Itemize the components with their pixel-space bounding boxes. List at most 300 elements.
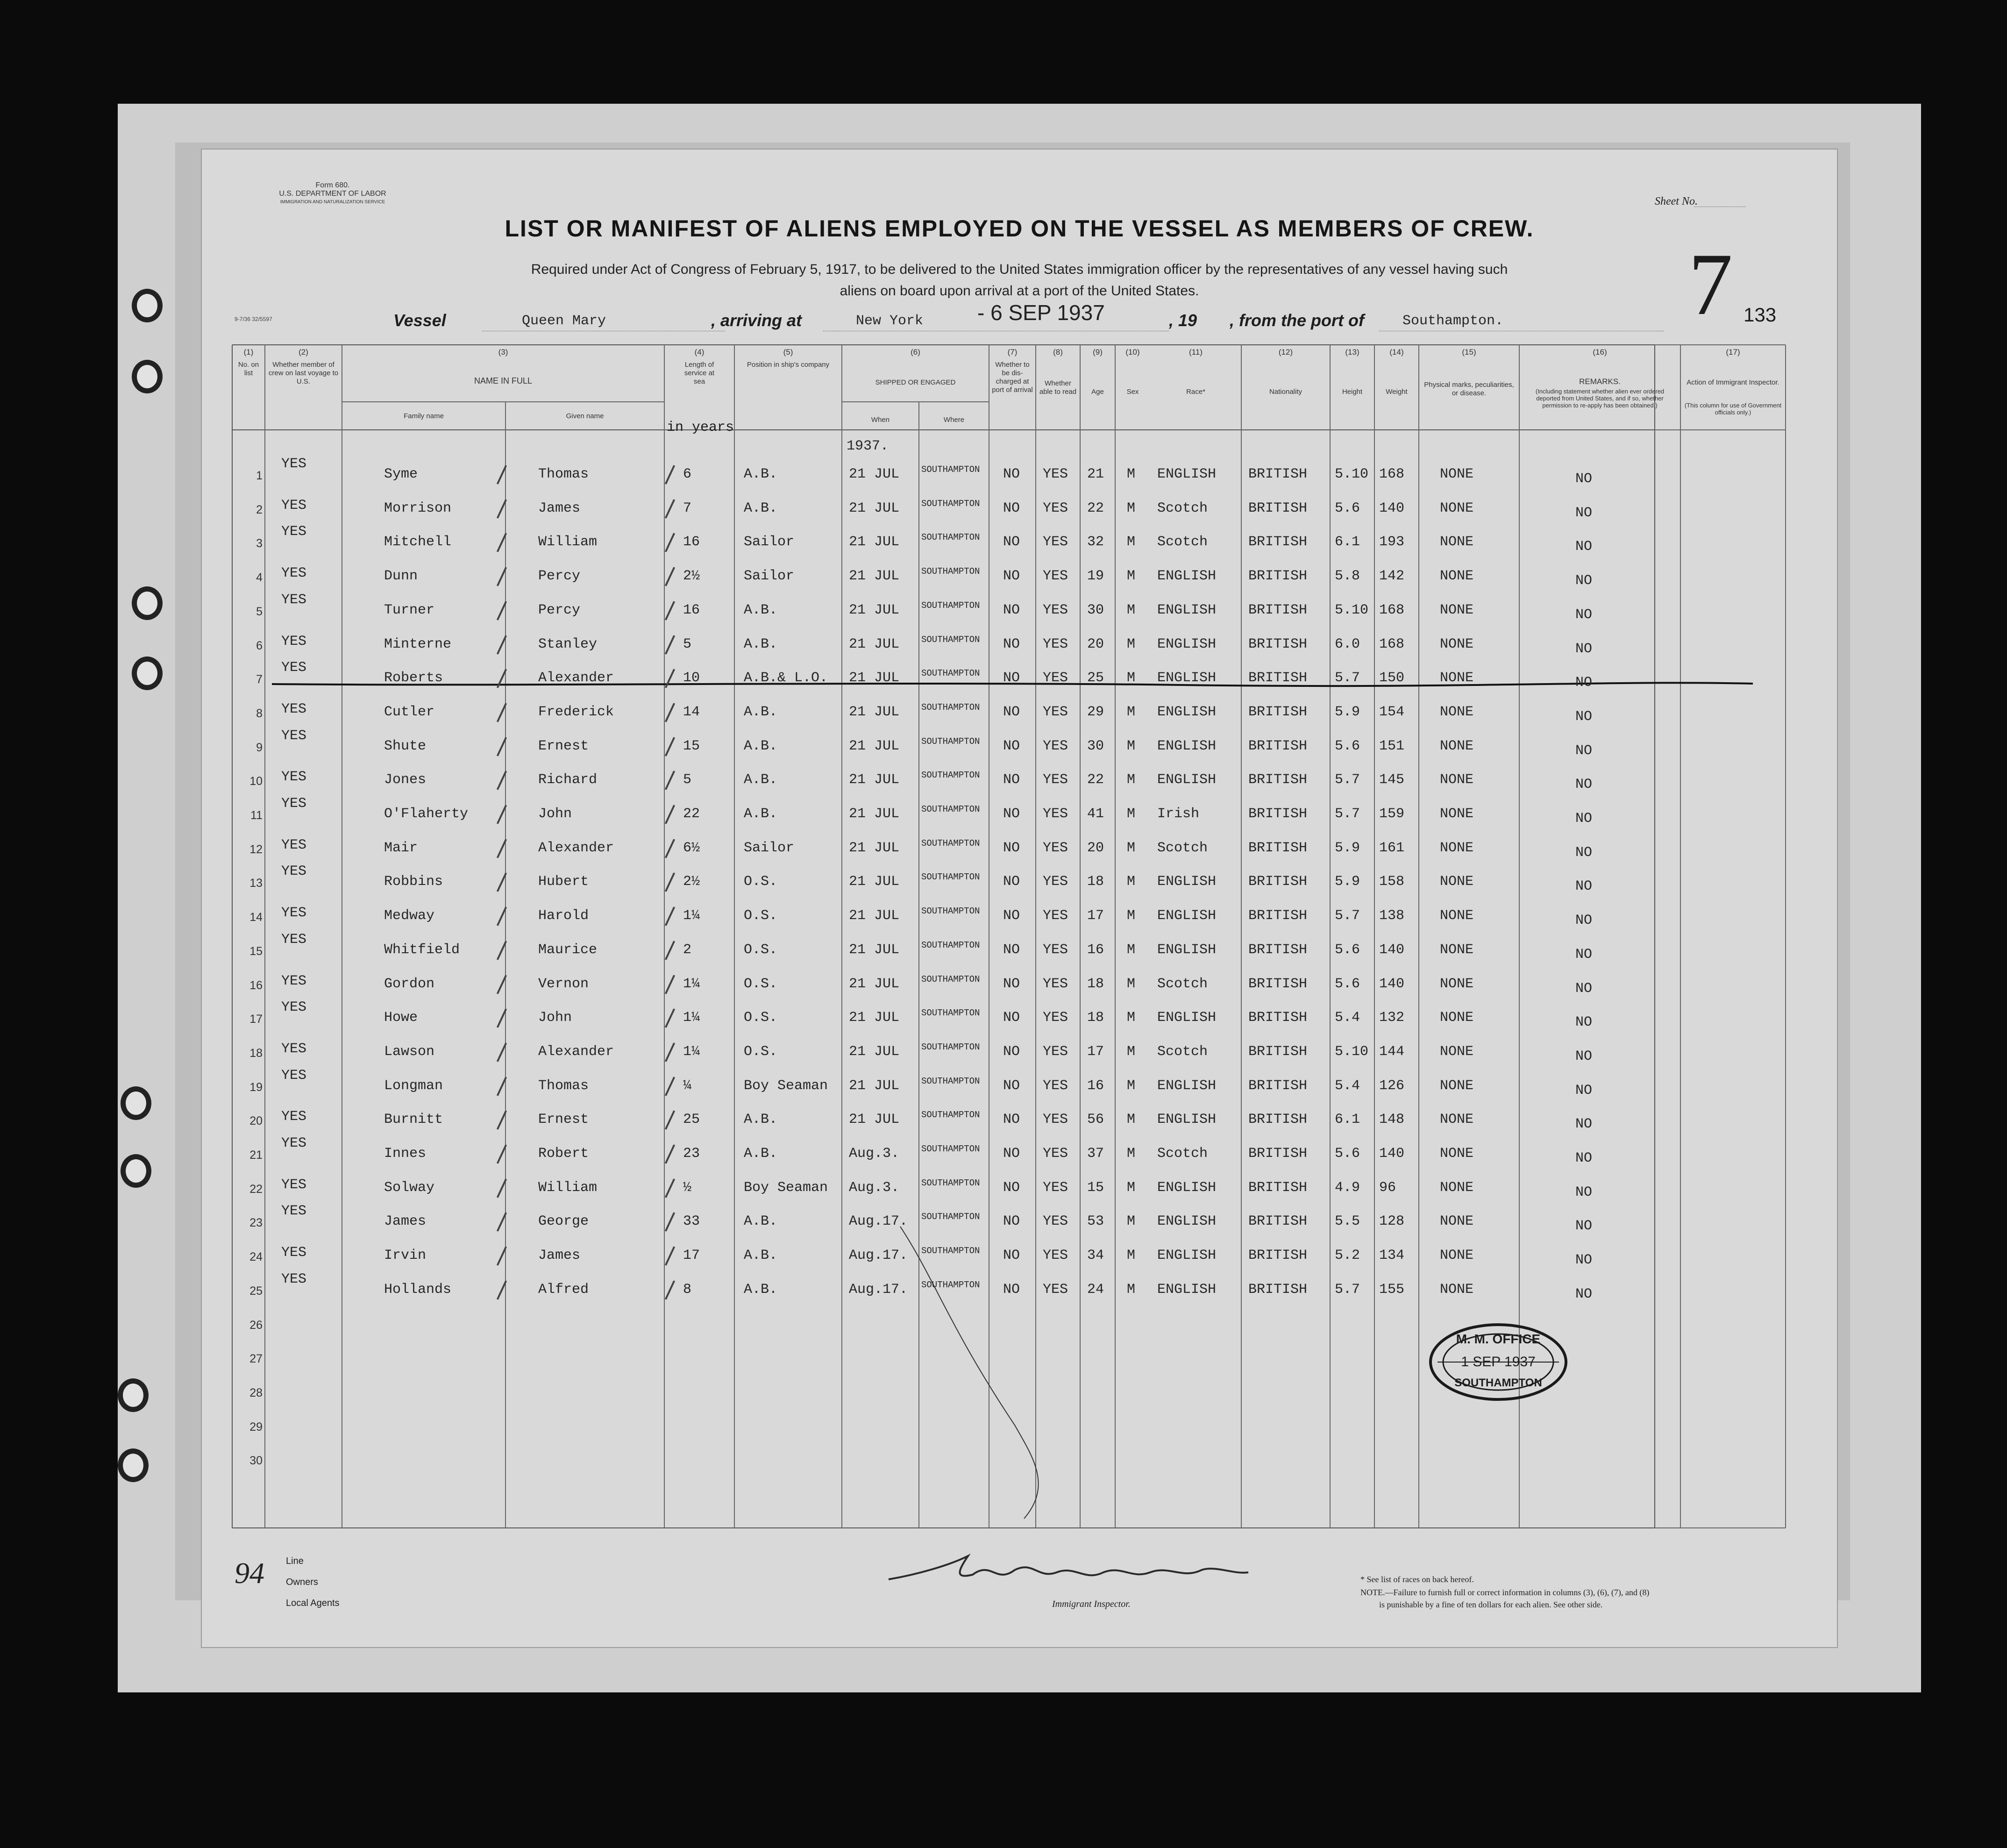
nationality: BRITISH [1248,1282,1308,1298]
inspector-label: Immigrant Inspector. [1052,1599,1131,1609]
nationality: BRITISH [1248,534,1308,550]
weight: 168 [1379,466,1405,482]
nationality: BRITISH [1248,466,1308,482]
engaged-when: 21 JUL [849,772,900,788]
ship-position: A.B. [744,1112,778,1127]
physical-marks: NONE [1440,1078,1474,1094]
table-row [202,836,1790,864]
check-tick-mark [497,839,507,858]
check-tick-mark [665,1144,675,1164]
table-row [202,1271,1790,1306]
able-to-read: YES [1043,1213,1068,1229]
given-name: Percy [538,568,581,584]
nationality: BRITISH [1248,806,1308,822]
nationality: BRITISH [1248,874,1308,890]
service-years: 23 [683,1146,700,1162]
member-last-voyage: YES [281,660,307,676]
row-number: 11 [250,809,263,822]
nationality: BRITISH [1248,908,1308,924]
able-to-read: YES [1043,840,1068,856]
row-number: 24 [249,1250,263,1263]
age: 19 [1087,568,1104,584]
row-number: 28 [249,1386,263,1399]
col-header-height: Height [1342,388,1363,396]
engaged-where: SOUTHAMPTON [921,1076,980,1086]
family-name: Irvin [384,1248,427,1263]
age: 17 [1087,908,1104,924]
to-be-discharged: NO [1003,534,1020,550]
race: ENGLISH [1157,1248,1217,1263]
col-header-name: NAME IN FULL [474,376,533,385]
binder-hole [132,360,163,393]
engaged-when: Aug.17. [849,1248,908,1263]
able-to-read: YES [1043,806,1068,822]
ship-position: O.S. [744,908,778,924]
inspector-signature [879,1547,1253,1598]
race: Scotch [1157,1044,1208,1060]
nationality: BRITISH [1248,976,1308,992]
check-tick-mark [665,1008,675,1028]
height: 6.1 [1335,534,1360,550]
race: ENGLISH [1157,1282,1217,1298]
remarks: NO [1575,1083,1593,1099]
engaged-when: 21 JUL [849,602,900,618]
engaged-where: SOUTHAMPTON [921,906,980,916]
binder-hole [118,1448,149,1482]
stamp-date: 1 SEP 1937 [1461,1354,1536,1370]
member-last-voyage: YES [281,973,307,989]
table-row [202,1108,1790,1136]
col-header-remarks-note: (Including statement whether alien ever ordered deported from United States, and if so, whether permission to re-apply has been obtained.) [1535,388,1665,409]
given-name: Harold [538,908,589,924]
sex: M [1127,466,1136,482]
height: 5.8 [1335,568,1360,584]
table-row [202,1135,1790,1170]
remarks: NO [1575,471,1593,487]
row-number: 6 [256,639,263,652]
physical-marks: NONE [1440,1213,1474,1229]
given-name: Alexander [538,1044,614,1060]
race: ENGLISH [1157,942,1217,958]
able-to-read: YES [1043,466,1068,482]
family-name: Roberts [384,670,443,686]
engaged-where: SOUTHAMPTON [921,974,980,985]
table-row [202,524,1790,558]
member-last-voyage: YES [281,1271,307,1287]
physical-marks: NONE [1440,466,1474,482]
row-number: 5 [256,605,263,618]
given-name: James [538,1248,581,1263]
physical-marks: NONE [1440,1248,1474,1263]
sex: M [1127,1112,1136,1127]
table-row [202,700,1790,728]
age: 56 [1087,1112,1104,1127]
able-to-read: YES [1043,568,1068,584]
age: 32 [1087,534,1104,550]
physical-marks: NONE [1440,738,1474,754]
height: 4.9 [1335,1180,1360,1196]
check-tick-mark [665,465,675,485]
engaged-when: 21 JUL [849,534,900,550]
footer-line-label: Line [286,1556,304,1566]
remarks: NO [1575,811,1593,827]
height: 5.2 [1335,1248,1360,1263]
engaged-where: SOUTHAMPTON [921,940,980,950]
age: 41 [1087,806,1104,822]
race: ENGLISH [1157,602,1217,618]
engaged-where: SOUTHAMPTON [921,1280,980,1290]
weight: 168 [1379,636,1405,652]
engaged-when: 21 JUL [849,1078,900,1094]
able-to-read: YES [1043,670,1068,686]
check-tick-mark [497,805,507,824]
col-num-14: (14) [1389,348,1404,357]
col-num-1: (1) [243,348,254,357]
to-be-discharged: NO [1003,840,1020,856]
stamp-bottom: SOUTHAMPTON [1454,1377,1542,1389]
nationality: BRITISH [1248,1044,1308,1060]
remarks: NO [1575,709,1593,725]
col-num-7: (7) [1007,348,1018,357]
to-be-discharged: NO [1003,738,1020,754]
engaged-where: SOUTHAMPTON [921,464,980,475]
engaged-where: SOUTHAMPTON [921,770,980,780]
remarks: NO [1575,1049,1593,1064]
table-row [202,904,1790,932]
age: 22 [1087,500,1104,516]
footer-agents-label: Local Agents [286,1598,340,1608]
service-years: 17 [683,1248,700,1263]
row-number: 17 [249,1013,263,1026]
age: 20 [1087,840,1104,856]
table-row [202,999,1790,1034]
weight: 161 [1379,840,1405,856]
to-be-discharged: NO [1003,1146,1020,1162]
able-to-read: YES [1043,1112,1068,1127]
age: 29 [1087,704,1104,720]
family-name: Burnitt [384,1112,443,1127]
physical-marks: NONE [1440,908,1474,924]
service-years: 1¼ [683,1010,700,1026]
age: 17 [1087,1044,1104,1060]
sex: M [1127,1078,1136,1094]
table-row [202,796,1790,830]
table-row [202,497,1790,525]
form-number: Form 680. [315,181,350,189]
sex: M [1127,602,1136,618]
ship-position: Sailor [744,568,795,584]
member-last-voyage: YES [281,565,307,581]
service-years: 33 [683,1213,700,1229]
member-last-voyage: YES [281,1041,307,1057]
remarks: NO [1575,607,1593,623]
engaged-when: 21 JUL [849,908,900,924]
table-row [202,1203,1790,1238]
binder-hole [118,1378,149,1412]
margin-mark: 94 [235,1556,264,1590]
able-to-read: YES [1043,976,1068,992]
row-number: 26 [249,1319,263,1332]
sex: M [1127,1044,1136,1060]
weight: 155 [1379,1282,1405,1298]
col-num-17: (17) [1726,348,1740,357]
footer-owners-label: Owners [286,1577,318,1587]
row-number: 21 [249,1149,263,1162]
table-row [202,1244,1790,1272]
physical-marks: NONE [1440,840,1474,856]
service-years: 10 [683,670,700,686]
member-last-voyage: YES [281,796,307,812]
arrival-date-stamp: - 6 SEP 1937 [977,300,1105,325]
member-last-voyage: YES [281,456,307,472]
service-years: ¼ [683,1078,692,1094]
sex: M [1127,1282,1136,1298]
physical-marks: NONE [1440,500,1474,516]
remarks: NO [1575,675,1593,691]
row-number: 15 [249,945,263,958]
able-to-read: YES [1043,534,1068,550]
physical-marks: NONE [1440,534,1474,550]
age: 34 [1087,1248,1104,1263]
physical-marks: NONE [1440,806,1474,822]
to-be-discharged: NO [1003,636,1020,652]
check-tick-mark [497,975,507,994]
engaged-where: SOUTHAMPTON [921,702,980,713]
family-name: Turner [384,602,435,618]
col-num-3: (3) [498,348,508,357]
weight: 151 [1379,738,1405,754]
given-name: Stanley [538,636,598,652]
ship-position: Sailor [744,534,795,550]
mm-office-stamp [1428,1322,1568,1402]
able-to-read: YES [1043,704,1068,720]
to-be-discharged: NO [1003,1112,1020,1127]
height: 6.0 [1335,636,1360,652]
able-to-read: YES [1043,602,1068,618]
check-tick-mark [497,465,507,485]
age: 37 [1087,1146,1104,1162]
ship-position: A.B. [744,602,778,618]
check-tick-mark [665,737,675,756]
service-years: 5 [683,636,692,652]
physical-marks: NONE [1440,670,1474,686]
member-last-voyage: YES [281,1109,307,1125]
physical-marks: NONE [1440,704,1474,720]
service-years: 2 [683,942,692,958]
race: Irish [1157,806,1200,822]
nationality: BRITISH [1248,500,1308,516]
engaged-where: SOUTHAMPTON [921,600,980,611]
service-years: 6½ [683,840,700,856]
row-number: 7 [256,673,263,686]
col-header-weight: Weight [1386,388,1408,396]
row-number: 12 [249,843,263,856]
col-header-position: Position in ship's company [747,361,830,369]
nationality: BRITISH [1248,568,1308,584]
given-name: James [538,500,581,516]
age: 30 [1087,602,1104,618]
check-tick-mark [497,1077,507,1096]
able-to-read: YES [1043,738,1068,754]
footnote-penalty-2: is punishable by a fine of ten dollars for each alien. See other side. [1379,1600,1603,1609]
col-header-family: Family name [404,412,444,420]
race: Scotch [1157,1146,1208,1162]
service-years: 1¼ [683,1044,700,1060]
weight: 145 [1379,772,1405,788]
sex: M [1127,670,1136,686]
check-tick-mark [497,1008,507,1028]
check-tick-mark [497,533,507,552]
to-be-discharged: NO [1003,772,1020,788]
engaged-when: 21 JUL [849,636,900,652]
col-header-action: Action of Immigrant Inspector. [1687,378,1779,386]
sex: M [1127,636,1136,652]
able-to-read: YES [1043,1180,1068,1196]
row-number: 4 [256,571,263,584]
engaged-when: Aug.17. [849,1213,908,1229]
family-name: Minterne [384,636,452,652]
able-to-read: YES [1043,772,1068,788]
col-num-11: (11) [1189,348,1203,357]
service-years: 14 [683,704,700,720]
engaged-where: SOUTHAMPTON [921,532,980,542]
check-tick-mark [497,1246,507,1266]
race: ENGLISH [1157,1010,1217,1026]
able-to-read: YES [1043,1010,1068,1026]
col-header-age: Age [1091,388,1104,396]
height: 5.10 [1335,602,1369,618]
row-number: 2 [256,503,263,516]
engaged-where: SOUTHAMPTON [921,736,980,747]
ship-position: O.S. [744,976,778,992]
remarks: NO [1575,845,1593,861]
race: Scotch [1157,840,1208,856]
year-label: , 19 [1169,311,1197,330]
service-years: 8 [683,1282,692,1298]
physical-marks: NONE [1440,942,1474,958]
service-years: 6 [683,466,692,482]
sex: M [1127,704,1136,720]
from-port-label: , from the port of [1230,311,1364,330]
nationality: BRITISH [1248,1180,1308,1196]
race: ENGLISH [1157,1180,1217,1196]
remarks: NO [1575,743,1593,759]
race: ENGLISH [1157,1213,1217,1229]
given-name: Robert [538,1146,589,1162]
race: ENGLISH [1157,636,1217,652]
able-to-read: YES [1043,1044,1068,1060]
able-to-read: YES [1043,1146,1068,1162]
check-tick-mark [665,1212,675,1232]
able-to-read: YES [1043,942,1068,958]
arriving-label: , arriving at [711,311,802,330]
engaged-where: SOUTHAMPTON [921,1008,980,1018]
check-tick-mark [497,872,507,892]
ship-position: A.B. [744,1213,778,1229]
to-be-discharged: NO [1003,1078,1020,1094]
to-be-discharged: NO [1003,1248,1020,1263]
col-num-12: (12) [1278,348,1293,357]
check-tick-mark [497,703,507,722]
check-tick-mark [665,1246,675,1266]
ship-position: A.B. [744,636,778,652]
table-row [202,728,1790,763]
nationality: BRITISH [1248,1248,1308,1263]
remarks: NO [1575,1116,1593,1132]
sex: M [1127,806,1136,822]
given-name: William [538,1180,598,1196]
physical-marks: NONE [1440,568,1474,584]
row-number: 29 [249,1420,263,1434]
given-name: Vernon [538,976,589,992]
weight: 138 [1379,908,1405,924]
weight: 140 [1379,1146,1405,1162]
physical-marks: NONE [1440,1010,1474,1026]
check-tick-mark [665,941,675,960]
col-header-nationality: Nationality [1269,388,1302,396]
height: 5.7 [1335,772,1360,788]
remarks: NO [1575,878,1593,894]
given-name: Thomas [538,466,589,482]
physical-marks: NONE [1440,1112,1474,1127]
race: ENGLISH [1157,1112,1217,1127]
service-years: 7 [683,500,692,516]
nationality: BRITISH [1248,738,1308,754]
engaged-where: SOUTHAMPTON [921,838,980,849]
weight: 134 [1379,1248,1405,1263]
engaged-when: 21 JUL [849,704,900,720]
able-to-read: YES [1043,1078,1068,1094]
weight: 148 [1379,1112,1405,1127]
family-name: Whitfield [384,942,460,958]
family-name: Medway [384,908,435,924]
sex: M [1127,500,1136,516]
nationality: BRITISH [1248,1213,1308,1229]
height: 5.9 [1335,840,1360,856]
col-header-physical: Physical marks, peculiarities, or disease. [1424,381,1514,397]
height: 5.7 [1335,908,1360,924]
ship-position: A.B. [744,704,778,720]
member-last-voyage: YES [281,1177,307,1193]
row-number: 27 [249,1352,263,1365]
check-tick-mark [665,975,675,994]
nationality: BRITISH [1248,670,1308,686]
given-name: Hubert [538,874,589,890]
binder-hole [132,289,163,322]
from-port: Southampton. [1402,313,1504,329]
to-be-discharged: NO [1003,1282,1020,1298]
col-num-10: (10) [1125,348,1140,357]
table-row [202,564,1790,592]
nationality: BRITISH [1248,602,1308,618]
weight: 150 [1379,670,1405,686]
to-be-discharged: NO [1003,908,1020,924]
height: 5.6 [1335,1146,1360,1162]
service-years: 5 [683,772,692,788]
family-name: Syme [384,466,418,482]
height: 5.4 [1335,1010,1360,1026]
ship-position: O.S. [744,1010,778,1026]
race: ENGLISH [1157,738,1217,754]
member-last-voyage: YES [281,498,307,514]
row-number: 9 [256,741,263,754]
check-tick-mark [665,906,675,926]
physical-marks: NONE [1440,874,1474,890]
remarks: NO [1575,981,1593,997]
col-header-given: Given name [566,412,604,420]
member-last-voyage: YES [281,592,307,608]
given-name: Ernest [538,738,589,754]
